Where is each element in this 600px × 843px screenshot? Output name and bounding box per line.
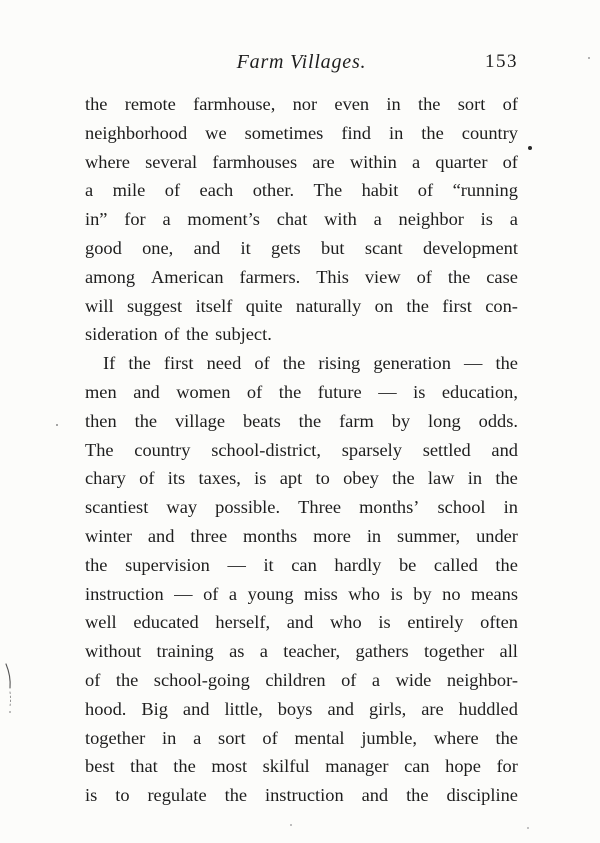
text-line: a mile of each other. The habit of “running bbox=[85, 180, 518, 201]
text-line: good one, and it gets but scant development bbox=[85, 237, 518, 258]
text-line: If the first need of the rising generation — the bbox=[103, 353, 518, 374]
text-line: The country school-district, sparsely settled and bbox=[85, 439, 518, 460]
text-line: in” for a moment’s chat with a neighbor is a bbox=[85, 209, 518, 230]
text-line: then the village beats the farm by long odds. bbox=[85, 410, 518, 431]
page-number: 153 bbox=[485, 51, 518, 72]
text-line: instruction — of a young miss who is by no means bbox=[85, 583, 518, 604]
ink-speck bbox=[290, 824, 292, 826]
text-line: winter and three months more in summer, under bbox=[85, 525, 518, 546]
ink-speck bbox=[528, 146, 532, 150]
ink-speck bbox=[588, 57, 590, 59]
margin-scratch-mark bbox=[2, 662, 18, 718]
text-line: without training as a teacher, gathers together all bbox=[85, 641, 518, 662]
text-line: among American farmers. This view of the case bbox=[85, 266, 518, 287]
text-line: of the school-going children of a wide neighbor- bbox=[85, 669, 518, 690]
text-line: men and women of the future — is education, bbox=[85, 381, 518, 402]
text-line: best that the most skilful manager can hope for bbox=[85, 756, 518, 777]
page-body bbox=[85, 90, 518, 810]
text-line: neighborhood we sometimes find in the country bbox=[85, 122, 518, 143]
text-line: sideration of the subject. bbox=[85, 324, 272, 345]
text-line: chary of its taxes, is apt to obey the law in the bbox=[85, 468, 518, 489]
text-line: will suggest itself quite naturally on the first con- bbox=[85, 295, 518, 316]
text-line: scantiest way possible. Three months’ school in bbox=[85, 497, 518, 518]
text-line: where several farmhouses are within a quarter of bbox=[85, 151, 518, 172]
text-line: hood. Big and little, boys and girls, are huddled bbox=[85, 698, 518, 719]
running-header bbox=[85, 47, 518, 77]
text-line: well educated herself, and who is entirely often bbox=[85, 612, 518, 633]
text-line: is to regulate the instruction and the discipline bbox=[85, 785, 518, 806]
text-line: the remote farmhouse, nor even in the sort of bbox=[85, 94, 518, 114]
ink-speck bbox=[527, 827, 529, 829]
running-title: Farm Villages. bbox=[236, 51, 367, 73]
ink-speck bbox=[56, 424, 58, 426]
text-line: the supervision — it can hardly be called the bbox=[85, 554, 518, 575]
text-line: together in a sort of mental jumble, where the bbox=[85, 727, 518, 748]
